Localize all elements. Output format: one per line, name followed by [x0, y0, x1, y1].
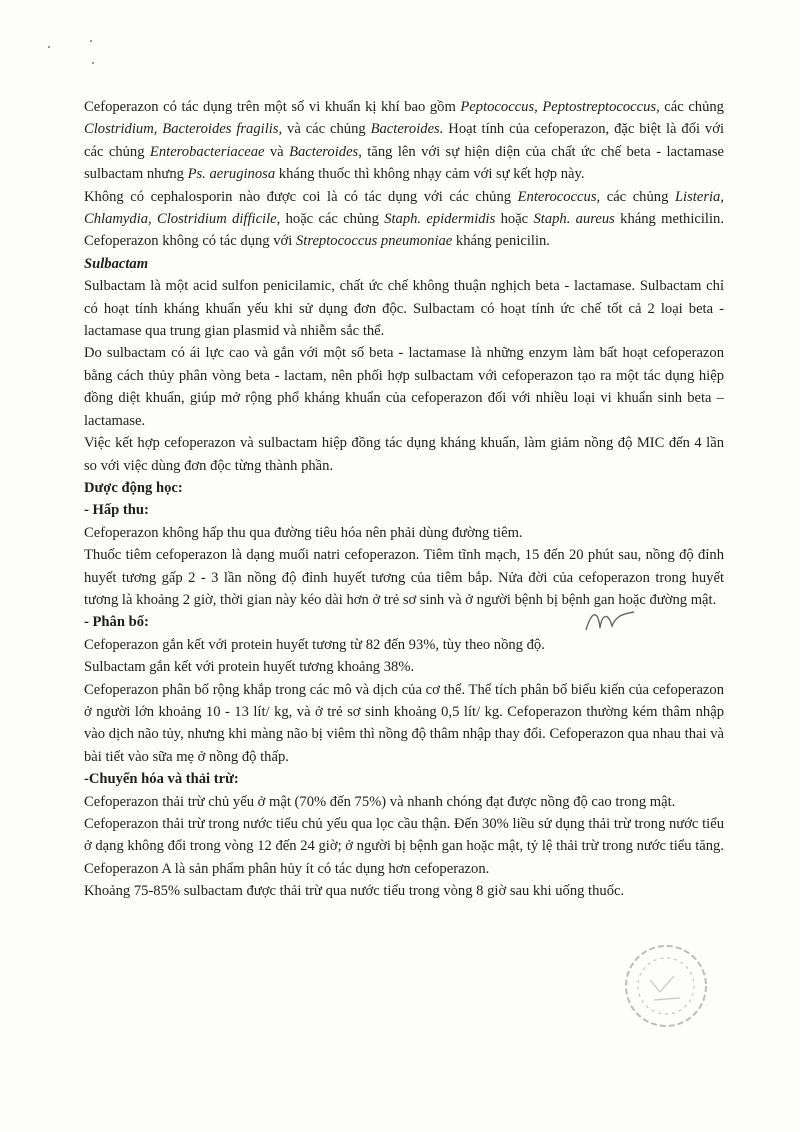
heading-sulbactam: Sulbactam — [84, 255, 149, 272]
paragraph-sulbactam-excretion: Khoảng 75-85% sulbactam được thải trừ qua nước tiểu trong vòng 8 giờ sau khi uống thuốc. — [84, 883, 625, 900]
heading-pharmacokinetics: Dược động học: — [84, 479, 183, 496]
paragraph-protein-binding-cefoperazon: Cefoperazon gắn kết với protein huyết tương từ 82 đến 93%, tùy theo nồng độ. — [84, 636, 545, 653]
text: các chủng — [659, 99, 724, 115]
text: kháng methicilin. Cefoperazon không có tác dụng với — [84, 211, 724, 250]
scan-speck — [90, 40, 92, 42]
handwritten-signature-mark — [582, 606, 638, 636]
species-name: Enterobacteriaceae — [149, 143, 265, 160]
species-name: Bacteroides, — [289, 143, 362, 160]
text: hoặc — [495, 211, 534, 228]
heading-metabolism-excretion: -Chuyển hóa và thải trừ: — [84, 771, 239, 788]
paragraph-synergy: Việc kết hợp cefoperazon và sulbactam hiệp đồng tác dụng kháng khuẩn, làm giảm nồng độ MIC đến 4 lần so với việc dùng đơn độc từng thành phần. — [84, 435, 724, 474]
document-page — [84, 96, 724, 903]
species-name: Staph. epidermidis — [384, 211, 496, 228]
text: và — [264, 143, 290, 160]
paragraph-no-cephalosporin — [84, 186, 724, 253]
text: và các chủng — [282, 121, 371, 138]
text: các chủng — [600, 188, 675, 205]
text: kháng penicilin. — [452, 233, 550, 250]
text: hoặc các chủng — [280, 211, 385, 228]
paragraph-absorption-oral: Cefoperazon không hấp thu qua đường tiêu hóa nên phải dùng đường tiêm. — [84, 524, 523, 541]
paragraph-sulbactam-affinity: Do sulbactam có ái lực cao và gắn với một số beta - lactamase là những enzym làm bất hoạt cefoperazon bằng cách thủy phân vòng beta - lactam, nên phối hợp sulbactam với cefoperazon tạo ra một tác dụng hiệp đồng diệt khuẩn, giúp mở rộng phổ kháng khuẩn của cefoperazon đối với nhiều loại vi khuẩn sinh beta – lactamase. — [84, 345, 724, 429]
text: Hoạt tính của cefoperazon, đặc biệt là đối với các chủng — [84, 121, 725, 160]
paragraph-renal-excretion: Cefoperazon thải trừ trong nước tiểu chủ yếu qua lọc cầu thận. Đến 30% liều sử dụng thải trừ trong nước tiểu ở dạng không đổi trong vòng 12 đến 24 giờ; ở người bị bệnh gan hoặc mật, tỷ lệ thải trừ trong nước tiểu tăng. Cefoperazon A là sản phẩm phân hủy ít có tác dụng hơn cefoperazon. — [84, 816, 724, 877]
text: tăng lên với sự hiện diện của chất ức chế beta - lactamase sulbactam nhưng — [84, 143, 724, 183]
text: Không có cephalosporin nào được coi là có tác dụng với các chủng — [84, 188, 518, 205]
scan-speck — [92, 62, 94, 64]
text: Cefoperazon có tác dụng trên một số vi khuẩn kị khí bao gồm — [84, 99, 461, 115]
species-name: Ps. aeruginosa — [187, 166, 276, 183]
text: kháng thuốc thì không nhạy cảm với sự kết hợp này. — [275, 166, 585, 183]
paragraph-sulbactam-definition: Sulbactam là một acid sulfon penicilamic, chất ức chế không thuận nghịch beta - lactamase. Sulbactam chỉ có hoạt tính kháng khuẩn yếu khi sử dụng đơn độc. Sulbactam có hoạt tính ức chế tốt cả 2 loại beta - lactamase qua trung gian plasmid và nhiễm sắc thể. — [84, 278, 724, 340]
species-name: Bacteroides. — [370, 121, 444, 138]
species-name: Staph. aureus — [533, 211, 615, 228]
paragraph-absorption-injection: Thuốc tiêm cefoperazon là dạng muối natri cefoperazon. Tiêm tĩnh mạch, 15 đến 20 phút sau, nồng độ đỉnh huyết tương gấp 2 - 3 lần nồng độ đỉnh huyết tương của tiêm bắp. Nửa đời của cefoperazon trong huyết tương là khoảng 2 giờ, thời gian này kéo dài hơn ở trẻ sơ sinh và ở người bệnh bị bệnh gan hoặc đường mật. — [84, 547, 724, 608]
heading-distribution: - Phân bố: — [84, 614, 149, 631]
scan-speck — [48, 46, 50, 48]
paragraph-cefoperazon-anaerobes — [84, 96, 724, 186]
species-name: Peptococcus, Peptostreptococcus, — [460, 99, 660, 115]
faded-stamp-seal — [620, 940, 712, 1032]
paragraph-distribution-volume: Cefoperazon phân bố rộng khắp trong các mô và dịch của cơ thể. Thể tích phân bố biểu kiến của cefoperazon ở người lớn khoảng 10 - 13 lít/ kg, và ở trẻ sơ sinh khoảng 0,5 lít/ kg. Cefoperazon thường kém thâm nhập vào dịch não tủy, nhưng khi màng não bị viêm thì nồng độ thâm nhập thay đổi. Cefoperazon qua nhau thai và bài tiết vào sữa mẹ ở nồng độ thấp. — [84, 681, 724, 765]
paragraph-biliary-excretion: Cefoperazon thải trừ chủ yếu ở mật (70% đến 75%) và nhanh chóng đạt được nồng độ cao trong mật. — [84, 793, 676, 810]
species-name: Listeria, Chlamydia, Clostridium difficile, — [84, 188, 724, 228]
heading-absorption: - Hấp thu: — [84, 502, 149, 519]
species-name: Enterococcus, — [517, 188, 601, 205]
paragraph-protein-binding-sulbactam: Sulbactam gắn kết với protein huyết tương khoảng 38%. — [84, 659, 415, 676]
species-name: Clostridium, Bacteroides fragilis, — [84, 121, 283, 138]
species-name: Streptococcus pneumoniae — [295, 233, 453, 250]
